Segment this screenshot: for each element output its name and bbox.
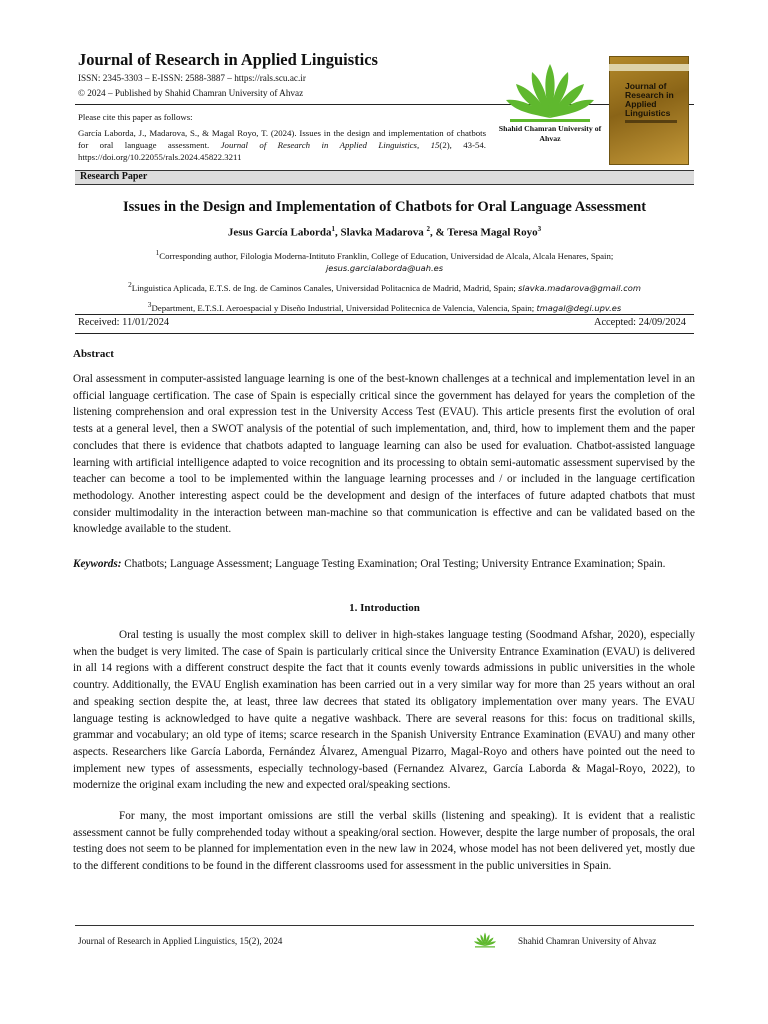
author-sep: , & [430, 226, 448, 239]
affiliation-2 [75, 279, 694, 294]
accepted-date: Accepted: 24/09/2024 [593, 317, 686, 328]
dates-rule-top [75, 314, 694, 315]
received-date: Received: 11/01/2024 [78, 317, 170, 328]
dates-rule-bottom [75, 333, 694, 334]
cover-title: Journal of Research in Applied Linguistics [625, 81, 674, 118]
affil-text: Corresponding author, Filologia Moderna-Intituto Franklin, College of Education, Universidad de Alcala, Alcala Henares, Spain; [159, 250, 614, 261]
affil-text: Department, E.T.S.I. Aeroespacial y Diseño Industrial, Universidad Politecnica de Valencia, Valencia, Spain; [151, 302, 535, 313]
citation-authors: García Laborda, J., Madarova, S., & Magal Royo, T. (2024). Issues in the design and implementation of chatbots for oral language assessment. [78, 128, 486, 151]
keywords-text: Chatbots; Language Assessment; Language Testing Examination; Oral Testing; University Entrance Examination; Spain. [121, 558, 666, 570]
affil-sup: 3 [147, 300, 152, 309]
affil-sup: 1 [155, 248, 160, 257]
university-caption: Shahid Chamran University of Ahvaz [498, 124, 602, 143]
author-sup: 3 [537, 225, 542, 233]
affil-sup: 2 [128, 280, 132, 289]
affil-text: Linguistica Aplicada, E.T.S. de Ing. de Caminos Canales, Universidad Politacnica de Madrid, Madrid, Spain; [131, 282, 516, 293]
author-name: Slavka Madarova [340, 226, 427, 239]
author-name: Teresa Magal Royo [447, 226, 538, 239]
issn-line: ISSN: 2345-3303 – E-ISSN: 2588-3887 – https://rals.scu.ac.ir [78, 73, 306, 83]
footer-university: Shahid Chamran University of Ahvaz [518, 936, 657, 946]
cover-band [609, 64, 689, 71]
author-sep: , [335, 226, 341, 239]
cover-strip [625, 120, 677, 123]
footer-leaf-logo-icon [466, 931, 504, 953]
affil-email[interactable]: slavka.madarova@gmail.com [518, 282, 641, 293]
affil-email[interactable]: jesus.garcialaborda@uah.es [325, 262, 444, 273]
research-paper-bar [75, 170, 694, 185]
journal-cover-image [609, 56, 689, 165]
keywords-label: Keywords: [73, 558, 122, 570]
journal-title: Journal of Research in Applied Linguistics [78, 50, 378, 69]
section-heading: 1. Introduction [349, 602, 420, 614]
affiliation-1 [75, 247, 694, 274]
abstract-heading: Abstract [73, 348, 114, 360]
affil-email[interactable]: tmagal@degi.upv.es [536, 302, 622, 313]
author-sup: 1 [331, 225, 336, 233]
author-sup: 2 [426, 225, 430, 233]
body-paragraph: For many, the most important omissions are still the verbal skills (listening and speaking). It is evident that a realistic assessment cannot be fully comprehended today without a speaking/oral section. However, despite the large number of proposals, the oral testing does not seem to be planned for implementation even in the new law in 2024, whose model has not been delivered yet, mostly due to the different conditions to be found in the different classrooms used for assessment in the public universities in Spain. [73, 810, 695, 873]
footer-journal: Journal of Research in Applied Linguistics, 15(2), 2024 [78, 936, 283, 946]
citation [78, 127, 486, 164]
footer-rule [75, 925, 694, 926]
paper-title: Issues in the Design and Implementation of Chatbots for Oral Language Assessment [122, 199, 647, 215]
cite-heading: Please cite this paper as follows: [78, 112, 193, 122]
citation-journal: Journal of Research in Applied Linguistics, 15 [220, 140, 440, 151]
keywords [73, 556, 695, 573]
body-paragraph: Oral testing is usually the most complex skill to deliver in high-stakes language testing (Soodmand Afshar, 2020), especially when the budget is very limited. The case of Spain is particularly critical since the University Entrance Examination (EVAU) is delivered in all 14 regions with a different construct despite the fact that it counts evenly towards admissions in public universities in the whole country. Additionally, the EVAU English examination has been carried out in a very similar way for more than 25 years without an oral and speaking section despite the, at least, three law decrees that stated its obligatory implementation over many years. The EVAU language testing is acknowledged to have quite a negative washback. There are several reasons for this: focus on traditional skills, grammar and vocabulary; an old type of items; scarce research in the Spanish University Entrance Examination (EVAU) and many other aspects. Researchers like García Laborda, Fernández Álvarez, Amengual Pizarro, Magal-Royo and others have pointed out the need to implement new types of assessments, especially technology-based (Fernandez Alvarez, García Laborda & Magal-Royo, 2022), to modernize the original exam including the new and expected oral/speaking sections. [73, 629, 695, 792]
publisher-line: © 2024 – Published by Shahid Chamran University of Ahvaz [78, 88, 304, 98]
citation-rest: (2), 43-54. https://doi.org/10.22055/rals.2024.45822.3211 [78, 140, 486, 163]
author-name: Jesus García Laborda [227, 226, 332, 239]
abstract-text: Oral assessment in computer-assisted language learning is one of the best-known challenges at a technical and implementation level in an official language certification. The case of Spain is especially critical since the government has delayed for years the completion of the listening comprehension and oral expression test in the University Access Test (EVAU). This article presents first the evolution of oral tests at a general level, then a SWOT analysis of the potential of such implementation, and, third, how to implement them and the paper concludes that there is evidence that chatbots adapted to language learning can also be used for evaluation. Chatbot-assisted language learning with artificial intelligence adapted to voice recognition and its processing to obtain semi-automatic assessment supervised by the teacher can become a tool to be implemented within the language learning processes and / or included in the language certification methodology. Another interesting aspect could be the development and design of the interfaces of future adapted chatbots that must consider multimodality in the interaction between man-machine so that communication is effective and can be validated based on the knowledge available to the student. [73, 373, 695, 536]
affiliation-3 [75, 299, 694, 314]
paper-type-label: Research Paper [80, 171, 148, 182]
author-list [75, 225, 694, 239]
